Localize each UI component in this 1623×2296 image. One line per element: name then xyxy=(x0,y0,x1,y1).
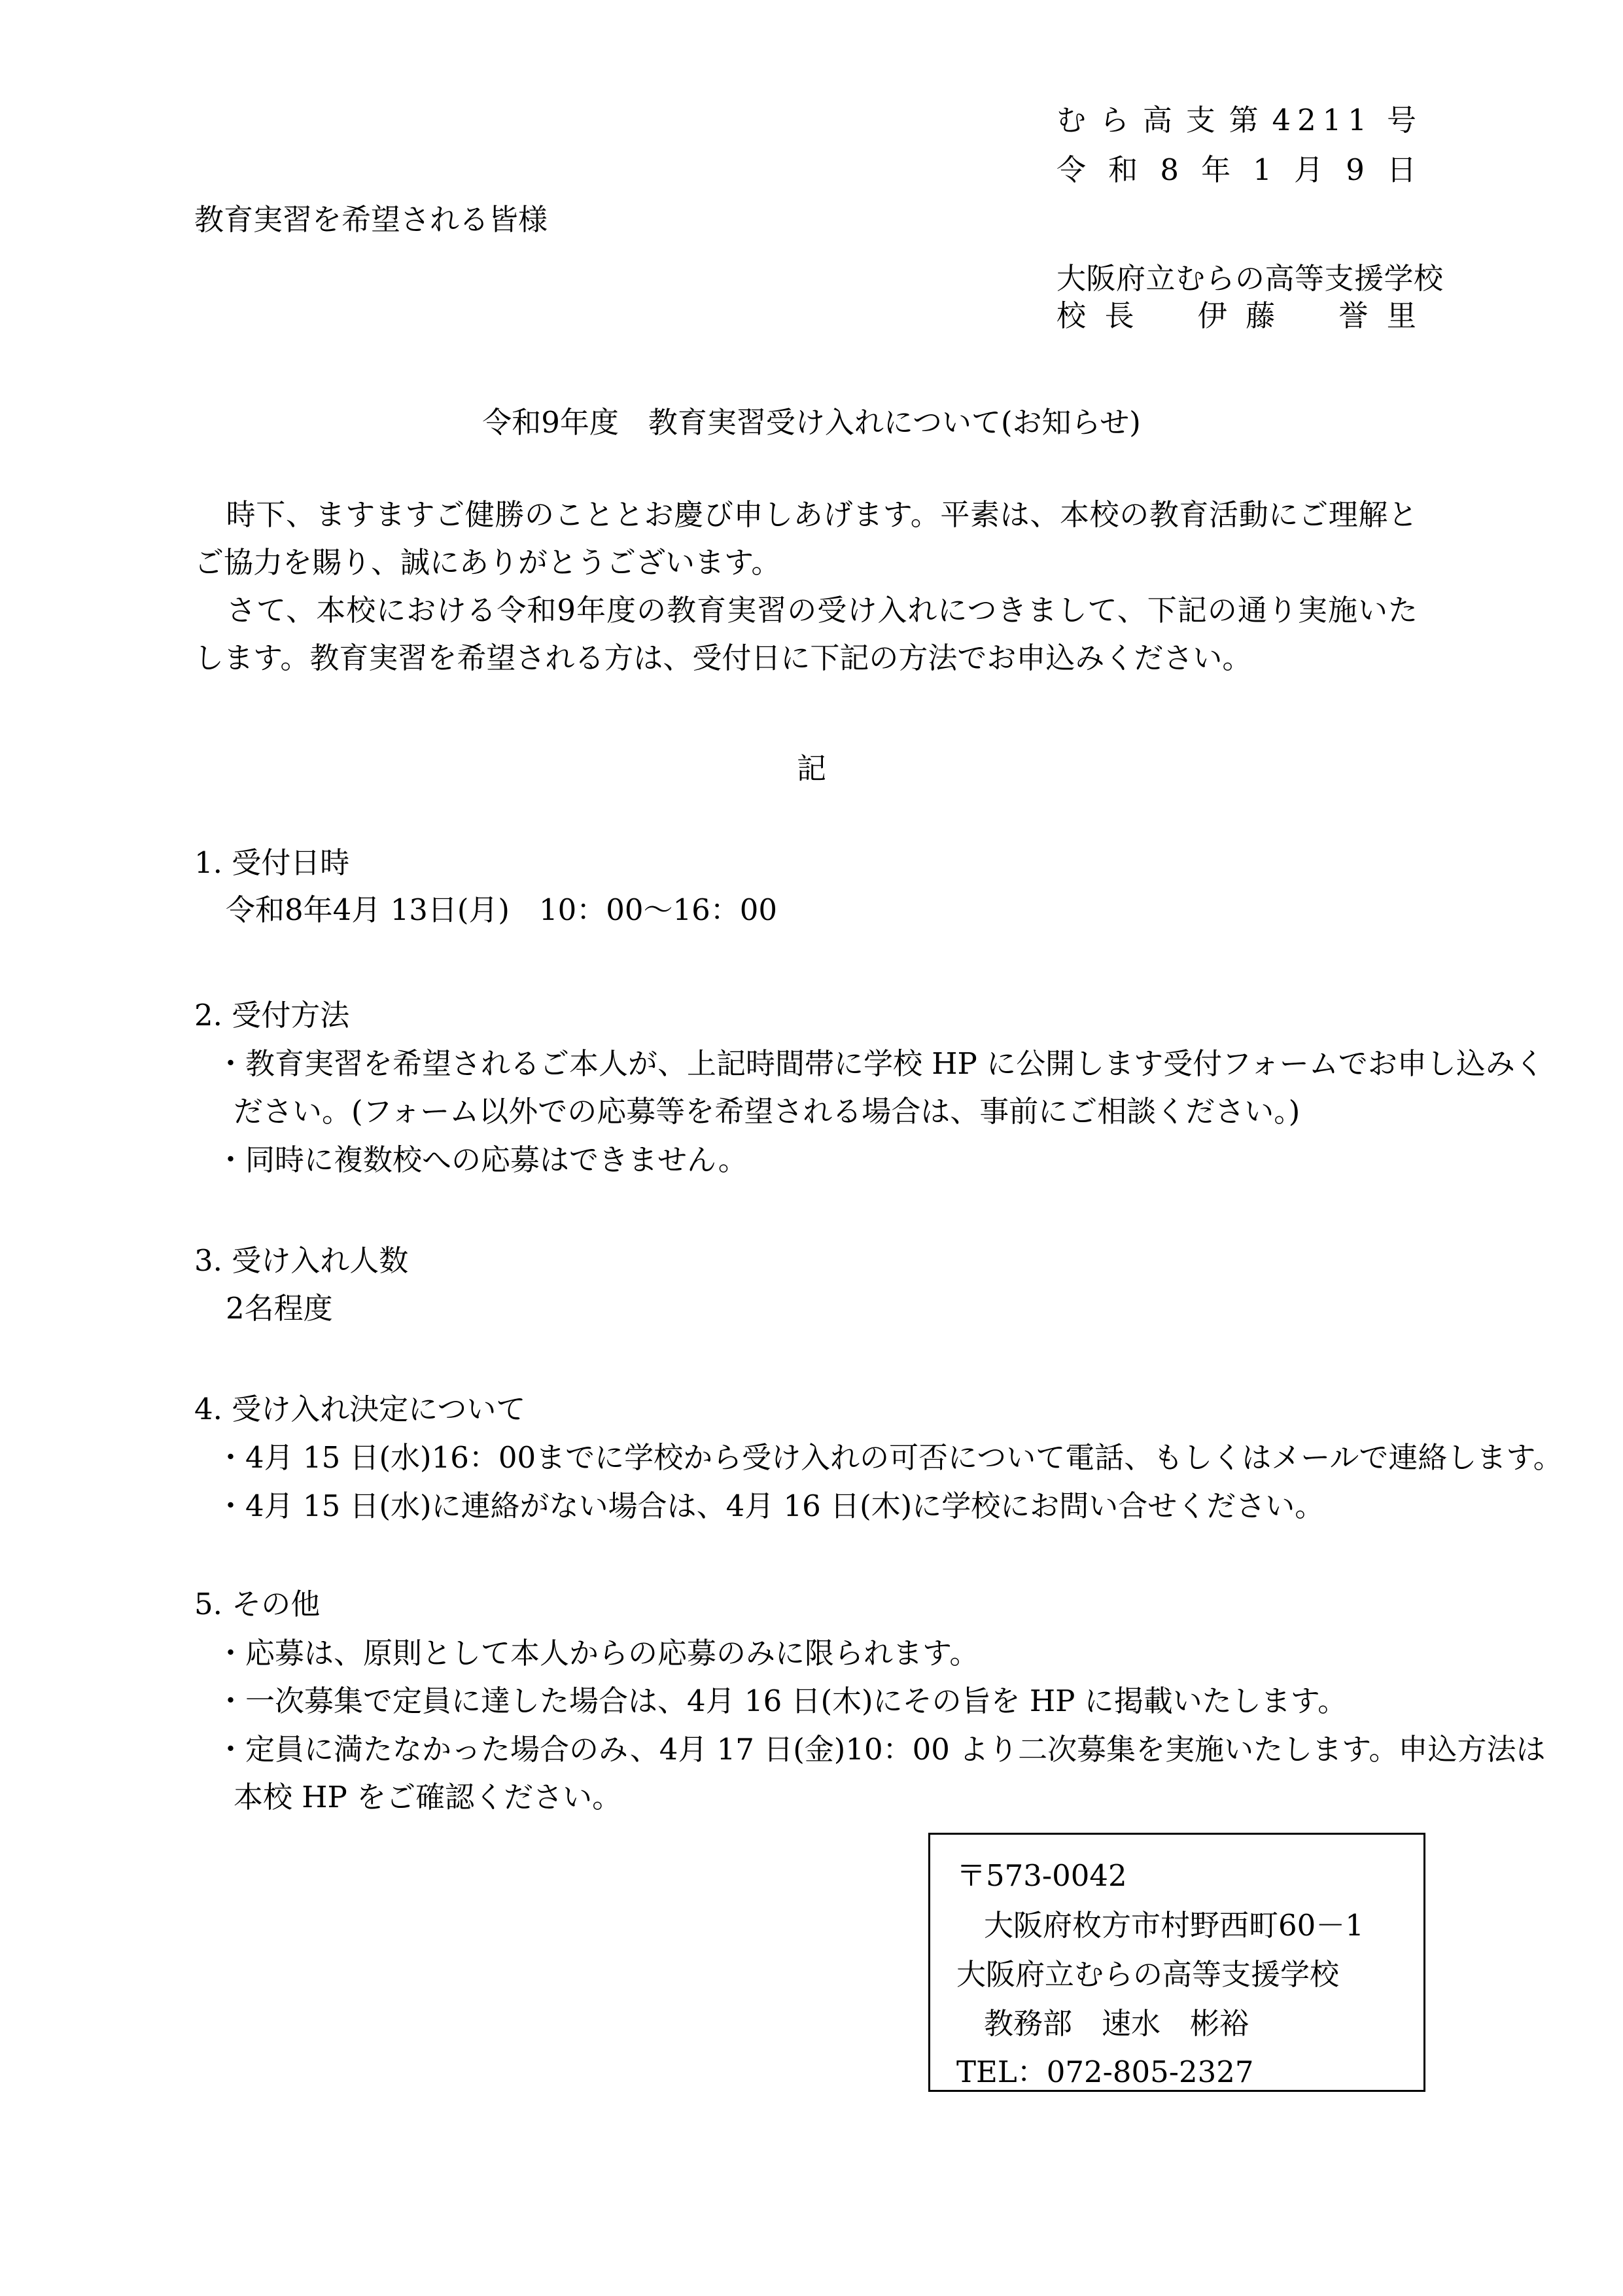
other-bullet-3-continued: 本校 HP をご確認ください。 xyxy=(234,1780,622,1814)
other-bullet-1: ・応募は、原則として本人からの応募のみに限られます。 xyxy=(216,1636,979,1670)
contact-person: 教務部 速水 彬裕 xyxy=(984,2006,1249,2041)
date-char: 年 xyxy=(1201,152,1231,187)
doc-number-char: 支 xyxy=(1185,103,1215,137)
method-bullet-1: ・教育実習を希望されるご本人が、上記時間帯に学校 HP に公開します受付フォームでお申し込みく xyxy=(216,1046,1544,1081)
sender-char: 藤 xyxy=(1246,298,1276,333)
accepted-count: 2名程度 xyxy=(226,1291,333,1326)
greeting-text: 時下、ますますご健勝のこととお慶び申しあげます。平素は、本校の教育活動にご理解とご協力を賜り、誠にありがとうございます。 xyxy=(194,497,1418,580)
doc-number-char: む xyxy=(1056,103,1087,137)
sender-char: 里 xyxy=(1386,298,1416,333)
contact-address: 大阪府枚方市村野西町60－1 xyxy=(984,1908,1364,1943)
date-char: 和 xyxy=(1108,152,1138,187)
doc-number-char: 第 xyxy=(1229,103,1259,137)
contact-box xyxy=(928,1833,1425,2092)
contact-tel: TEL：072-805-2327 xyxy=(956,2055,1254,2089)
spacer xyxy=(1294,301,1320,330)
ki-heading: 記 xyxy=(796,751,826,786)
doc-number-value: 4211 xyxy=(1272,103,1374,137)
section-2-heading: 2. 受付方法 xyxy=(194,998,350,1033)
document-number xyxy=(1056,105,1416,135)
date-char: 月 xyxy=(1294,152,1324,187)
date-char: 日 xyxy=(1386,152,1416,187)
other-bullet-3: ・定員に満たなかった場合のみ、4月 17 日(金)10：00 より二次募集を実施いたします。申込方法は xyxy=(216,1732,1546,1767)
date-char: 9 xyxy=(1346,152,1365,187)
sender-char: 校 xyxy=(1056,298,1087,333)
sender-principal xyxy=(1056,298,1416,333)
method-bullet-2: ・同時に複数校への応募はできません。 xyxy=(216,1142,748,1177)
date-char: 令 xyxy=(1056,152,1087,187)
reception-datetime: 令和8年4月 13日(月) 10：00～16：00 xyxy=(226,892,777,927)
section-5-heading: 5. その他 xyxy=(194,1587,321,1621)
greeting-paragraph xyxy=(194,491,1418,586)
sender-char: 誉 xyxy=(1338,298,1369,333)
addressee: 教育実習を希望される皆様 xyxy=(194,202,548,237)
doc-number-char: 高 xyxy=(1142,103,1172,137)
document-date xyxy=(1056,152,1416,187)
method-bullet-1-continued: ださい。(フォーム以外での応募等を希望される場合は、事前にご相談ください。) xyxy=(234,1094,1300,1129)
spacer xyxy=(1153,301,1179,330)
decision-bullet-2: ・4月 15 日(水)に連絡がない場合は、4月 16 日(木)に学校にお問い合せください。 xyxy=(216,1489,1325,1523)
contact-school: 大阪府立むらの高等支援学校 xyxy=(956,1957,1340,1992)
date-char: 8 xyxy=(1160,152,1179,187)
doc-number-char: 号 xyxy=(1386,103,1416,137)
sender-char: 長 xyxy=(1104,298,1134,333)
date-char: 1 xyxy=(1253,152,1272,187)
sender-school: 大阪府立むらの高等支援学校 xyxy=(1056,261,1444,296)
section-1-heading: 1. 受付日時 xyxy=(194,845,350,880)
section-3-heading: 3. 受け入れ人数 xyxy=(194,1243,409,1278)
sender-char: 伊 xyxy=(1197,298,1227,333)
decision-bullet-1: ・4月 15 日(水)16：00までに学校から受け入れの可否について電話、もしくはメールで連絡します。 xyxy=(216,1440,1563,1475)
other-bullet-2: ・一次募集で定員に達した場合は、4月 16 日(木)にその旨を HP に掲載いたします。 xyxy=(216,1684,1348,1718)
purpose-paragraph xyxy=(194,586,1418,682)
page-title: 令和9年度 教育実習受け入れについて(お知らせ) xyxy=(482,405,1141,440)
section-4-heading: 4. 受け入れ決定について xyxy=(194,1392,526,1426)
postal-code: 〒573-0042 xyxy=(956,1858,1127,1893)
doc-number-char: ら xyxy=(1099,103,1129,137)
purpose-text: さて、本校における令和9年度の教育実習の受け入れにつきまして、下記の通り実施いたします。教育実習を希望される方は、受付日に下記の方法でお申込みください。 xyxy=(194,593,1418,675)
